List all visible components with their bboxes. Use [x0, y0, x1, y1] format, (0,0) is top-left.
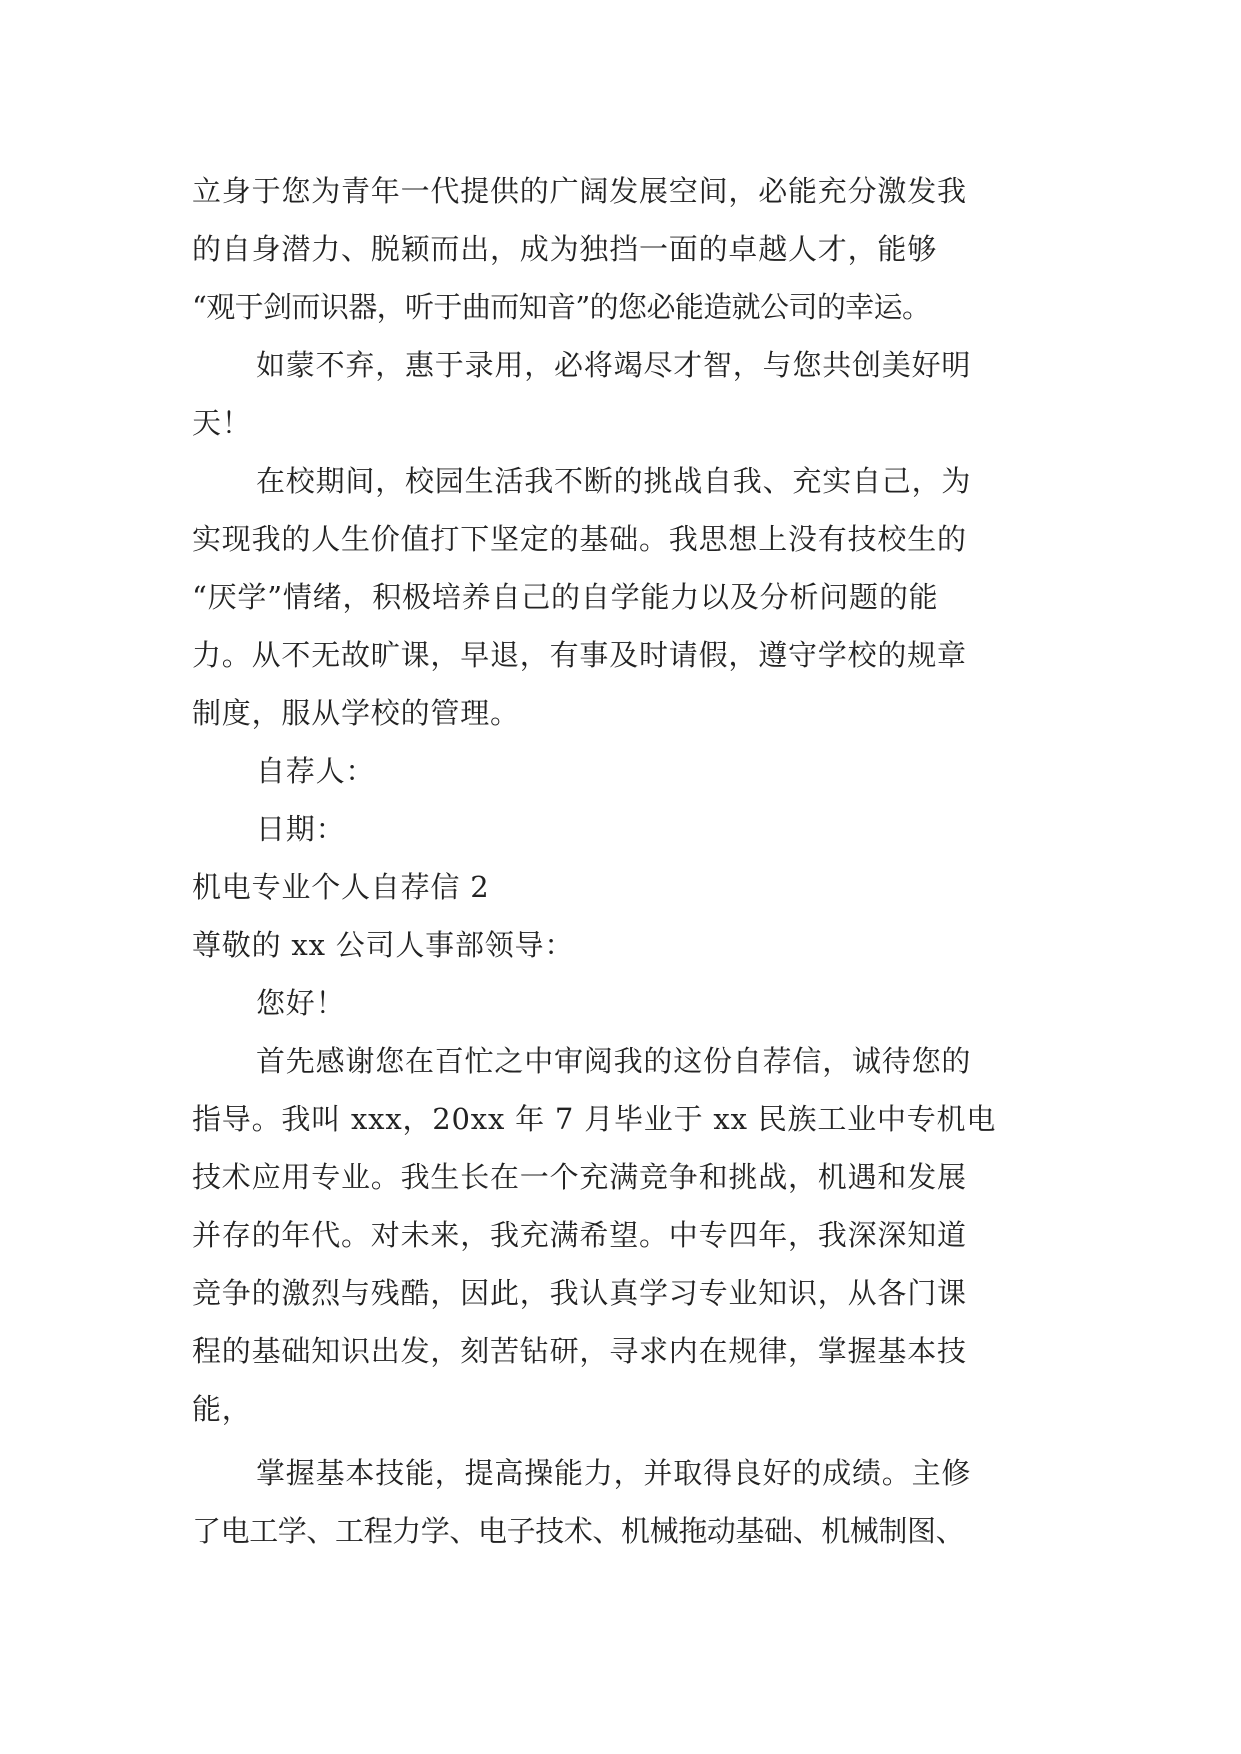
text-line: 程的基础知识出发，刻苦钻研，寻求内在规律，掌握基本技: [192, 1334, 967, 1368]
text-line: 制度，服从学校的管理。: [192, 696, 520, 730]
text-line: 您好！: [256, 986, 346, 1020]
text-line: 自荐人：: [256, 754, 376, 788]
text-line: 实现我的人生价值打下坚定的基础。我思想上没有技校生的: [192, 522, 967, 556]
text-line: 并存的年代。对未来，我充满希望。中专四年，我深深知道: [192, 1218, 967, 1252]
text-line: 立身于您为青年一代提供的广阔发展空间，必能充分激发我: [192, 174, 967, 208]
paragraph: [192, 162, 1058, 336]
text-line: 如蒙不弃，惠于录用，必将竭尽才智，与您共创美好明: [256, 348, 972, 382]
greeting: [192, 974, 1058, 1032]
text-line: 竞争的激烈与残酷，因此，我认真学习专业知识，从各门课: [192, 1276, 967, 1310]
text-line: “观于剑而识器，听于曲而知音”的您必能造就公司的幸运。: [192, 290, 931, 324]
text-line: 技术应用专业。我生长在一个充满竞争和挑战，机遇和发展: [192, 1160, 967, 1194]
text-line: 了电工学、工程力学、电子技术、机械拖动基础、机械制图、: [192, 1514, 965, 1548]
section-title: [192, 858, 1058, 916]
text-line: 日期：: [256, 812, 346, 846]
paragraph: [192, 1032, 1058, 1438]
paragraph: [192, 452, 1058, 742]
text-line: 天！: [192, 406, 252, 440]
document-body: [192, 162, 1058, 1560]
date-label: [192, 800, 1058, 858]
paragraph: [192, 336, 1058, 452]
text-line: 首先感谢您在百忙之中审阅我的这份自荐信，诚待您的: [256, 1044, 972, 1078]
text-line: 力。从不无故旷课，早退，有事及时请假，遵守学校的规章: [192, 638, 967, 672]
text-line: 尊敬的 xx 公司人事部领导：: [192, 928, 575, 962]
text-line: 机电专业个人自荐信 2: [192, 870, 490, 904]
text-line: 掌握基本技能，提高操能力，并取得良好的成绩。主修: [256, 1456, 972, 1490]
text-line: 能，: [192, 1392, 252, 1426]
salutation: [192, 916, 1058, 974]
signature-label: [192, 742, 1058, 800]
text-line: 的自身潜力、脱颖而出，成为独挡一面的卓越人才，能够: [192, 232, 938, 266]
text-line: 在校期间，校园生活我不断的挑战自我、充实自己，为: [256, 464, 972, 498]
paragraph: [192, 1444, 1058, 1560]
text-line: “厌学”情绪，积极培养自己的自学能力以及分析问题的能: [192, 580, 939, 614]
text-line: 指导。我叫 xxx，20xx 年 7 月毕业于 xx 民族工业中专机电: [192, 1102, 997, 1136]
